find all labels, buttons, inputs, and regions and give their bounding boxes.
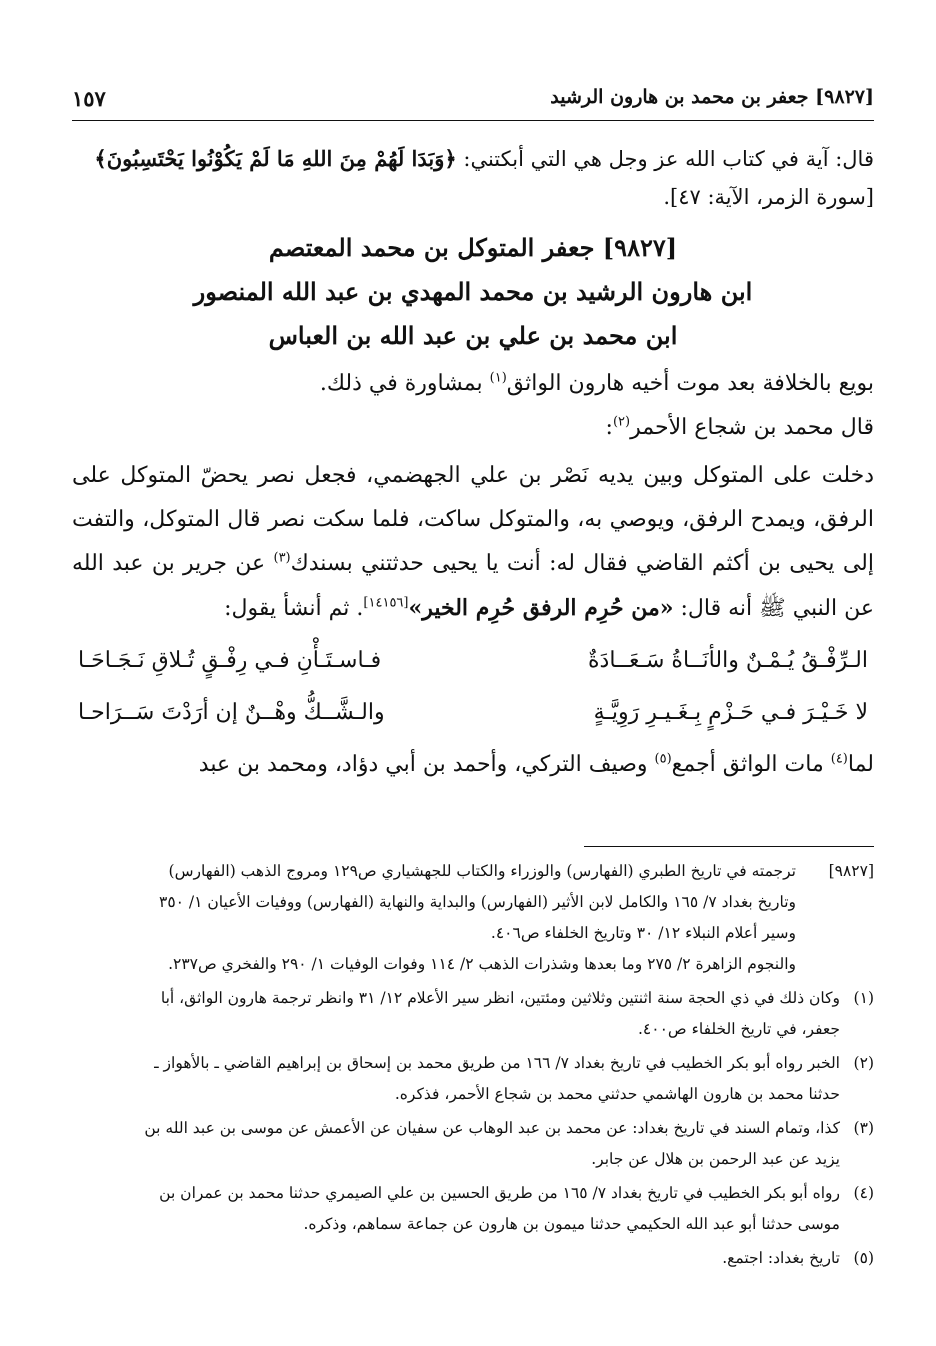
footnote-3-text [72, 1113, 840, 1175]
footnote-separator [584, 846, 874, 847]
footnote-ref-5: (٥) [654, 751, 672, 767]
footnote-main-line-4: والنجوم الزاهرة ٢/ ٢٧٥ وما بعدها وشذرات الذهب ٢/ ١١٤ وفوات الوفيات ١/ ٢٩٠ والفخري ص٢٣٧. [168, 955, 796, 973]
footnote-ref-4: (٤) [830, 751, 848, 767]
narrator-text: قال محمد بن شجاع الأحمر [630, 415, 874, 440]
footnote-5-text [72, 1243, 840, 1274]
verse-1-first-hemistich: الـرِّفْـقُ يُـمْـنٌ والأنَــاةُ سَـعَــادَةٌ [588, 648, 868, 673]
footnote-5-line-1: تاريخ بغداد: اجتمع. [722, 1249, 840, 1267]
page-number: ١٥٧ [72, 86, 106, 111]
footnote-main-text [72, 856, 796, 980]
footnote-4-line-1: رواه أبو بكر الخطيب في تاريخ بغداد ٧/ ١٦٥ من طريق الحسين بن علي الصيمري حدثنا محمد بن عمران بن [159, 1184, 840, 1202]
footnote-main-line-3: وسير أعلام النبلاء ١٢/ ٣٠ وتاريخ الخلفاء ص٤٠٦. [490, 924, 796, 942]
surah-reference: [سورة الزمر، الآية: ٤٧]. [663, 185, 874, 209]
final-text-3: وصيف التركي، وأحمد بن أبي دؤاد، ومحمد بن عبد [198, 752, 655, 777]
narration-paragraph [72, 454, 874, 631]
footnote-3-line-1: كذا، وتمام السند في تاريخ بغداد: عن محمد بن عبد الوهاب عن سفيان عن الأعمش عن موسى بن عبد الله بن [144, 1119, 840, 1137]
footnote-ref-1: (١) [489, 370, 507, 386]
footnote-main-label: [٩٨٢٧] [828, 862, 874, 880]
footnote-4-line-2: موسى حدثنا أبو عبد الله الحكيمي حدثنا ميمون بن هارون عن جماعة سماهم، وذكره. [303, 1215, 840, 1233]
final-text-2: مات الواثق أجمع [671, 752, 831, 777]
intro-text: قال: آية في كتاب الله عز وجل هي التي أبكتني: [463, 147, 874, 171]
main-text [72, 140, 874, 787]
verse-2-second-hemistich: والـشَّــكُّ وهْــنٌ إن أرَدْتَ سَــرَاحـا [78, 700, 385, 725]
footnote-ref-2: (٢) [612, 414, 631, 430]
footnotes [72, 856, 874, 1277]
poem-verse-2 [72, 687, 874, 739]
narration-text: دخلت على المتوكل وبين يديه نَصْر بن علي الجهضمي، فجعل نصر يحضّ المتوكل على الرفق، ويمدح الرفق، ويوصي به، والمتوكل ساكت، فلما سكت نصر قال المتوكل، والتفت إلى يحيى بن أكثم القاضي فقال له: أنت يا يحيى حدثتني بسندك [72, 463, 874, 576]
footnote-1-text [72, 983, 840, 1045]
footnote-4 [72, 1178, 874, 1240]
entry-title-line-3: ابن محمد بن علي بن عبد الله بن العباس [268, 321, 678, 350]
footnote-3 [72, 1113, 874, 1175]
entry-title-line-1: [٩٨٢٧] جعفر المتوكل بن محمد المعتصم [268, 233, 678, 262]
footnote-1-line-2: جعفر، في تاريخ الخلفاء ص٤٠٠. [637, 1020, 840, 1038]
footnote-1-line-1: وكان ذلك في ذي الحجة سنة اثنتين وثلاثين ومئتين، انظر سير الأعلام ١٢/ ٣١ وانظر ترجمة هارون الواثق، أبا [160, 989, 840, 1007]
poem-verse-1 [72, 635, 874, 687]
final-sentence [72, 743, 874, 787]
narrator-sentence [72, 406, 874, 450]
narrator-colon: : [605, 415, 613, 440]
footnote-main [72, 856, 874, 980]
page-header [72, 78, 874, 121]
footnote-4-label: (٤) [853, 1184, 874, 1202]
entry-title-line-2: ابن هارون الرشيد بن محمد المهدي بن عبد الله المنصور [193, 277, 753, 306]
footnote-ref-3: (٣) [273, 550, 291, 566]
footnote-4-text [72, 1178, 840, 1240]
footnote-5-label: (٥) [853, 1249, 874, 1267]
footnote-main-line-1: ترجمته في تاريخ الطبري (الفهارس) والوزراء والكتاب للجهشياري ص١٢٩ ومروج الذهب (الفهارس) [168, 862, 796, 880]
verse-2-first-hemistich: لا خَـيْـرَ فـي حَـزْمٍ بِـغَـيـرِ رَوِيَّـةٍ [593, 700, 868, 725]
running-head: [٩٨٢٧] جعفر بن محمد بن هارون الرشيد [550, 86, 874, 108]
footnote-5 [72, 1243, 874, 1274]
narration-text-3: . ثم أنشأ يقول: [224, 596, 364, 621]
poem [72, 635, 874, 739]
narration-text-2: عن جرير بن عبد الله عن النبي ﷺ أنه قال: [72, 551, 874, 621]
intro-line [72, 140, 874, 178]
hadith-number: [١٤١٥٦] [363, 595, 409, 611]
hadith-text: «من حُرِم الرفق حُرِم الخير» [408, 595, 674, 621]
bayah-sentence [72, 362, 874, 406]
bayah-text-end: بمشاورة في ذلك. [319, 371, 490, 396]
entry-title [72, 226, 874, 358]
footnote-2-line-1: الخبر رواه أبو بكر الخطيب في تاريخ بغداد ٧/ ١٦٦ من طريق محمد بن إسحاق بن إبراهيم القاضي ـ بالأهواز ـ [154, 1054, 840, 1072]
footnote-main-line-2: وتاريخ بغداد ٧/ ١٦٥ والكامل لابن الأثير (الفهارس) والبداية والنهاية (الفهارس) ووفيات الأعيان ١/ ٣٥٠ [159, 893, 796, 911]
footnote-1 [72, 983, 874, 1045]
footnote-3-label: (٣) [853, 1119, 874, 1137]
quran-verse: ﴿وَبَدَا لَهُمْ مِنَ اللهِ مَا لَمْ يَكُوْنُوا يَحْتَسِبُونَ﴾ [94, 146, 457, 171]
footnote-3-line-2: يزيد عن عبد الرحمن بن هلال عن جابر. [591, 1150, 840, 1168]
footnote-2-line-2: حدثنا محمد بن هارون الهاشمي حدثني محمد بن شجاع الأحمر، فذكره. [394, 1085, 840, 1103]
verse-1-second-hemistich: فـاسـتَـأْنِ فـي رِفْـقٍ تُـلاقِ نَـجَـاحَـا [78, 648, 382, 673]
footnote-2-label: (٢) [853, 1054, 874, 1072]
footnote-2-text [72, 1048, 840, 1110]
footnote-1-label: (١) [853, 989, 874, 1007]
bayah-text: بويع بالخلافة بعد موت أخيه هارون الواثق [506, 371, 874, 396]
final-text: لما [847, 752, 874, 777]
footnote-2 [72, 1048, 874, 1110]
